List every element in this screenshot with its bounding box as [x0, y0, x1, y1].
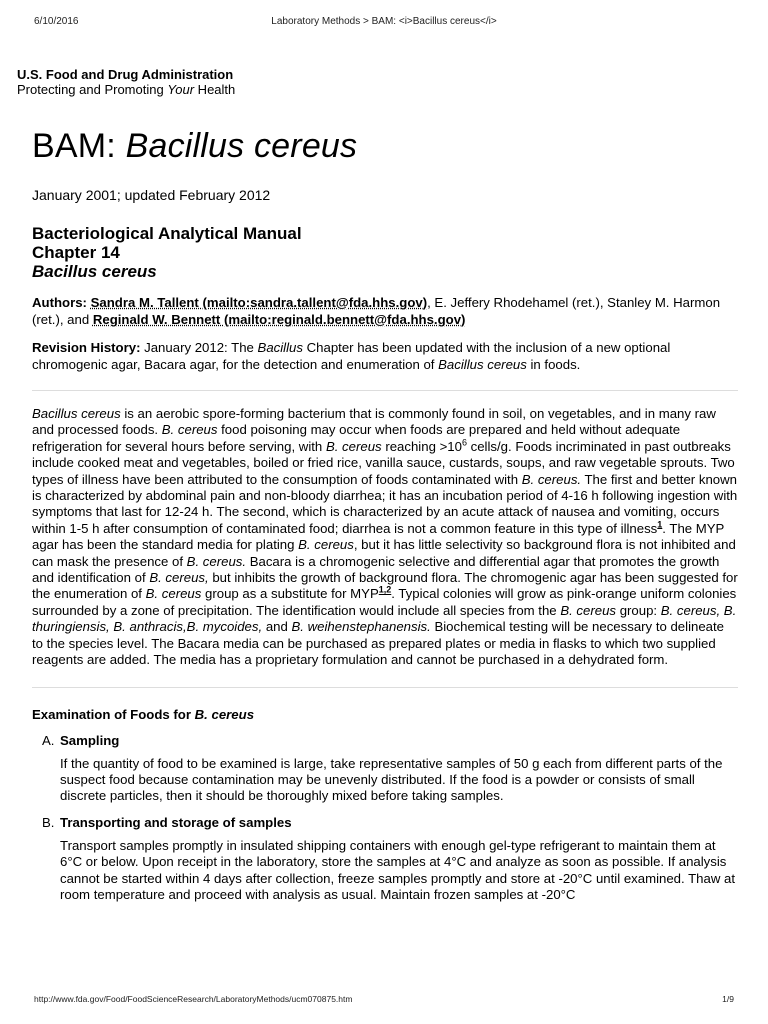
print-date: 6/10/2016: [34, 16, 79, 27]
intro-text: cells/g. Foods incriminated in past outbreaks include cooked meat and vegetables, boiled or fried rice, vanilla sauce, custards, soups, and raw vegetable sprouts. Two types of illness have been attributed to the consumption of foods contaminated with: [32, 438, 735, 487]
organism-name: Bacillus cereus: [32, 406, 121, 421]
authors-label: Authors:: [32, 295, 87, 310]
dateline: January 2001; updated February 2012: [32, 187, 271, 203]
authors: [32, 294, 738, 328]
intro-text: . The MYP agar has been the standard media for plating: [32, 520, 725, 553]
intro-paragraph: [32, 406, 738, 669]
intro-text: group as a substitute for MYP: [201, 586, 379, 602]
intro-text: and: [262, 619, 292, 635]
list-item-letter: B.: [42, 814, 55, 830]
page-title: [32, 126, 738, 166]
organism-name: B. cereus,: [149, 570, 209, 586]
chapter-name: Bacillus cereus: [32, 262, 157, 281]
organism-name: B. cereus.: [186, 553, 247, 569]
print-header: [34, 16, 734, 30]
list-item-text: If the quantity of food to be examined is large, take representative samples of 50 g each from different parts of the suspect food because contamination may be unevenly distributed. If the food is a powder or consists of small discrete particles, then it should be thoroughly mixed before taking samples.: [60, 755, 723, 804]
authors-middle: , E. Jeffery Rhodehamel (ret.), Stanley M. Harmon (ret.), and: [32, 295, 721, 327]
tagline-em: Your: [167, 82, 195, 97]
organism-name: B. cereus: [298, 537, 354, 553]
manual-heading: [32, 224, 738, 281]
list-item: [32, 732, 738, 805]
divider: [32, 687, 738, 688]
list-item-letter: A.: [42, 732, 55, 748]
organism-name: B. cereus: [325, 438, 382, 454]
revision-history: [32, 339, 738, 373]
revision-italic: Bacillus cereus: [438, 357, 527, 372]
page-url: http://www.fda.gov/Food/FoodScienceResearch/LaboratoryMethods/ucm070875.htm: [34, 994, 353, 1004]
exponent: 6: [461, 437, 467, 448]
agency-tagline: [17, 82, 235, 97]
print-footer: [34, 994, 734, 1006]
organism-name: B. cereus.: [521, 471, 582, 487]
intro-text: Bacara is a chromogenic selective and differential agar that promotes the growth and identification of: [32, 553, 720, 586]
chapter-number: Chapter 14: [32, 243, 120, 262]
manual-name: Bacteriological Analytical Manual: [32, 224, 302, 243]
list-item-heading: [32, 814, 738, 831]
author-link-tallent[interactable]: Sandra M. Tallent (mailto:sandra.tallent@fda.hhs.gov): [90, 295, 428, 310]
list-item: [32, 814, 738, 904]
author-link-bennett[interactable]: Reginald W. Bennett (mailto:reginald.bennett@fda.hhs.gov): [92, 312, 466, 327]
revision-text: in foods.: [526, 357, 581, 372]
organism-name: B. cereus: [161, 422, 218, 438]
intro-text: , but it has little selectivity so background flora is not inhibited and can mask the presence of: [32, 537, 736, 569]
list-item-text: Transport samples promptly in insulated shipping containers with enough gel-type refrigerant to maintain them at 6°C or below. Upon receipt in the laboratory, store the samples at 4°C and analyze as soon as possible. If analysis cannot be started within 4 days after collection, freeze samples promptly and store at -20°C until examined. Thaw at room temperature and proceed with analysis as usual. Maintain frozen samples at -20°C: [60, 837, 736, 902]
intro-text: group:: [616, 602, 661, 618]
page-number: 1/9: [722, 994, 734, 1004]
intro-text: Biochemical testing will be necessary to delineate to the species level. The Bacara media can be purchased as prepared plates or media in flasks to which two supplied reagents are added. The media has a proprietary formulation and cannot be purchased in a dehydrated form.: [32, 619, 725, 668]
intro-text: but inhibits the growth of background flora. The chromogenic agar has been suggested for the enumeration of: [32, 570, 738, 602]
section-heading: [32, 706, 738, 723]
revision-text: Chapter has been updated with the inclusion of a new optional chromogenic agar, Bacara agar, for the detection and enumeration of: [32, 340, 671, 372]
revision-text: January 2012: The: [140, 340, 258, 355]
intro-text: reaching >10: [381, 438, 462, 454]
organism-name: B. cereus: [145, 586, 202, 602]
revision-italic: Bacillus: [257, 340, 303, 355]
list-item-label: Sampling: [60, 732, 120, 748]
title-organism: Bacillus cereus: [125, 127, 358, 165]
tagline-pre: Protecting and Promoting: [17, 82, 168, 97]
organism-name: B. cereus, B. thuringiensis, B. anthracis,B. mycoides,: [32, 602, 737, 635]
divider: [32, 390, 738, 391]
intro-text: is an aerobic spore-forming bacterium that is commonly found in soil, on vegetables, and in many raw and processed foods.: [32, 406, 716, 438]
list-item-heading: [32, 732, 738, 749]
organism-name: B. weihenstephanensis.: [291, 619, 431, 635]
section-heading-organism: B. cereus: [194, 706, 255, 722]
intro-text: . Typical colonies will grow as pink-orange uniform colonies surrounded by a zone of precipitation. The identification would include all species from the: [32, 586, 737, 618]
agency-header: [17, 67, 235, 97]
agency-name: U.S. Food and Drug Administration: [17, 67, 234, 82]
tagline-post: Health: [194, 82, 236, 97]
reference-link[interactable]: 1,2: [378, 585, 392, 596]
main-content: [32, 126, 738, 903]
list-item-label: Transporting and storage of samples: [60, 814, 292, 830]
title-prefix: BAM:: [32, 127, 126, 165]
intro-text: The first and better known is characterized by abdominal pain and non-bloody diarrhea; it has an incubation period of 4-16 h following ingestion with symptoms that last for 12-24 h. The second, which is characterized by an acute attack of nausea and vomiting, occurs within 1-5 h after consumption of contaminated food; diarrhea is not a common feature in this type of illness: [32, 471, 738, 536]
organism-name: B. cereus: [560, 602, 617, 618]
section-heading-text: Examination of Foods for: [32, 706, 195, 722]
print-page-title: Laboratory Methods > BAM: <i>Bacillus cereus</i>: [271, 16, 497, 27]
intro-text: food poisoning may occur when foods are prepared and held without adequate refrigeration for several hours before serving, with: [32, 422, 681, 454]
revision-label: Revision History:: [32, 340, 141, 355]
reference-link[interactable]: 1: [657, 519, 663, 530]
